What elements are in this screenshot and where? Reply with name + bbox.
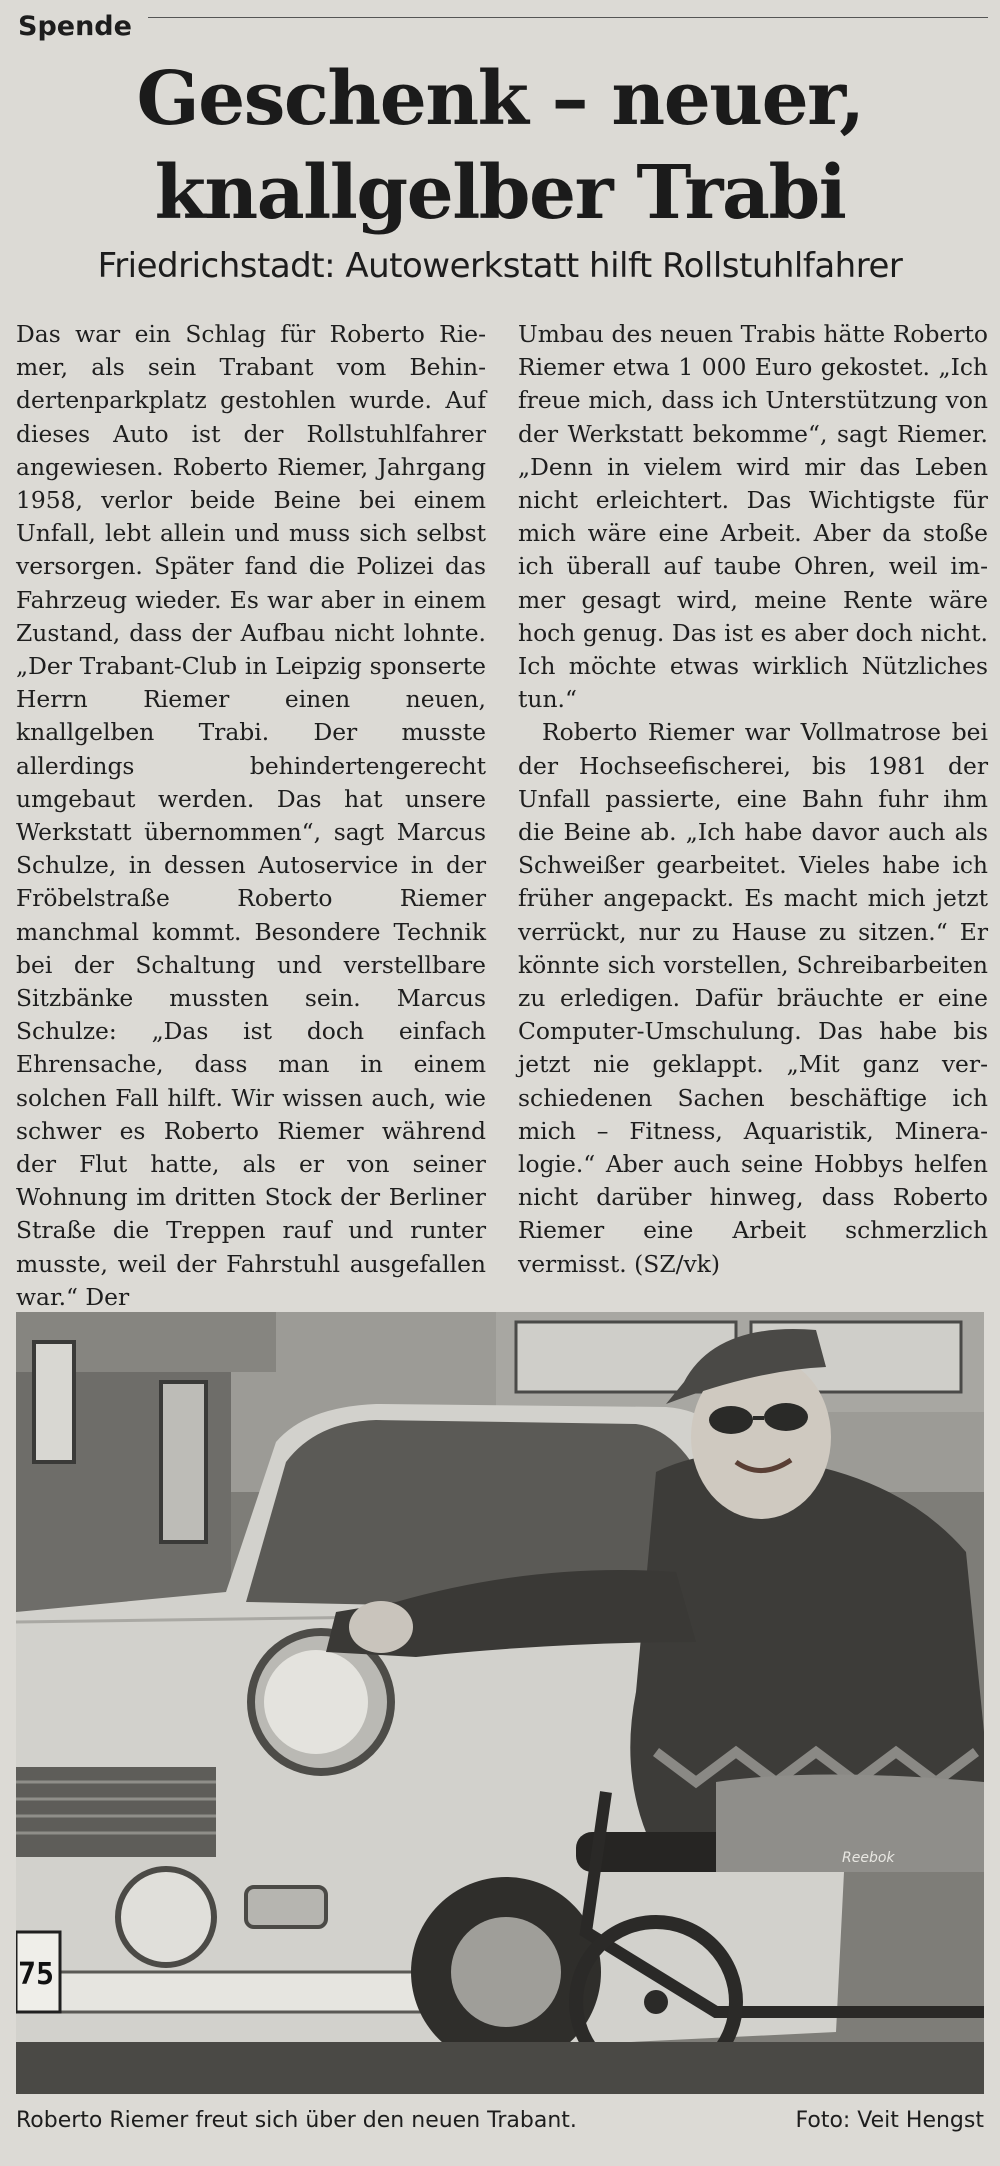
wheelchair-brand-text: Reebok xyxy=(842,1850,895,1866)
trabant-indicator xyxy=(246,1887,326,1927)
headline-line-2: knallgelber Trabi xyxy=(154,150,846,236)
photo-illustration xyxy=(16,1312,984,2094)
article-paragraph: Das war ein Schlag für Roberto Riemer, als sein Trabant vom Behindertenparkplatz gestohlen wurde. Auf dieses Auto ist der Rollstuhlfahrer angewiesen. Roberto Riemer, Jahrgang 1958, verlor beide Beine bei einem Unfall, lebt allein und muss sich selbst versorgen. Später fand die Polizei das Fahrzeug wieder. Es war aber in einem Zustand, dass der Aufbau nicht lohnte. „Der Trabant-Club in Leipzig sponserte Herrn Riemer einen neuen, knallgelben Trabi. Der musste allerdings behindertengerecht umgebaut werden. Das hat unsere Werkstatt übernommen“, sagt Marcus Schulze, in dessen Autoservice in der Fröbelstraße Roberto Riemer manchmal kommt. Besondere Technik bei der Schaltung und verstellbare Sitzbänke mussten sein. Marcus Schulze: „Das ist doch einfach Ehrensache, dass man in einem solchen Fall hilft. Wir wissen auch, wie schwer es Roberto Riemer während der Flut hatte, als er von seiner Wohnung im dritten Stock der Berliner Straße die Treppen rauf und runter musste, weil der Fahrstuhl ausgefallen war.“ Der xyxy=(16,320,486,1311)
article-paragraph: Roberto Riemer war Vollmatrose bei der Hochseefischerei, bis 1981 der Unfall passierte, eine Bahn fuhr ihm die Beine ab. „Ich habe davor auch als Schweißer gearbeitet. Vieles habe ich früher angepackt. Es macht mich jetzt verrückt, nur zu Hause zu sitzen.“ Er könnte sich vorstellen, Schreibarbeiten zu erledigen. Dafür bräuchte er eine Computer-Umschulung. Das habe bis jetzt nie geklappt. „Mit ganz verschiedenen Sachen beschäftige ich mich – Fitness, Aquaristik, Mineralogie.“ Aber auch seine Hobbys helfen nicht darüber hinweg, dass Roberto Riemer eine Arbeit schmerzlich vermisst. (SZ/vk) xyxy=(518,718,988,1278)
man-hand xyxy=(349,1601,413,1653)
section-rubric: Spende xyxy=(18,10,132,42)
building-window xyxy=(161,1382,206,1542)
article-column-right xyxy=(518,318,988,1281)
building-window xyxy=(34,1342,74,1462)
headline xyxy=(0,52,1000,240)
article-column-left xyxy=(16,318,486,1314)
trabant-fog-lamp xyxy=(118,1869,214,1965)
photo-caption-row xyxy=(16,2108,984,2133)
headline-line-1: Geschenk – neuer, xyxy=(136,56,864,142)
rubric-rule xyxy=(148,17,988,18)
photo-credit: Foto: Veit Hengst xyxy=(795,2108,984,2133)
photo-caption: Roberto Riemer freut sich über den neuen Trabant. xyxy=(16,2108,577,2133)
subheadline: Friedrichstadt: Autowerkstatt hilft Rollstuhlfahrer xyxy=(97,246,903,286)
ground xyxy=(16,2042,984,2094)
license-plate-text: 75 xyxy=(18,1957,55,1992)
rubric-row xyxy=(18,8,988,44)
man-glasses xyxy=(709,1406,753,1434)
article-paragraph: Umbau des neuen Trabis hätte Roberto Riemer etwa 1 000 Euro gekostet. „Ich freue mich, dass ich Unterstützung von der Werkstatt bekomme“, sagt Riemer. „Denn in vielem wird mir das Leben nicht erleichtert. Das Wichtigste für mich wäre eine Arbeit. Aber da stoße ich überall auf taube Ohren, weil immer gesagt wird, meine Rente wäre hoch genug. Das ist es aber doch nicht. Ich möchte etwas wirklich Nützliches tun.“ xyxy=(518,320,988,714)
article-photo xyxy=(16,1312,984,2094)
